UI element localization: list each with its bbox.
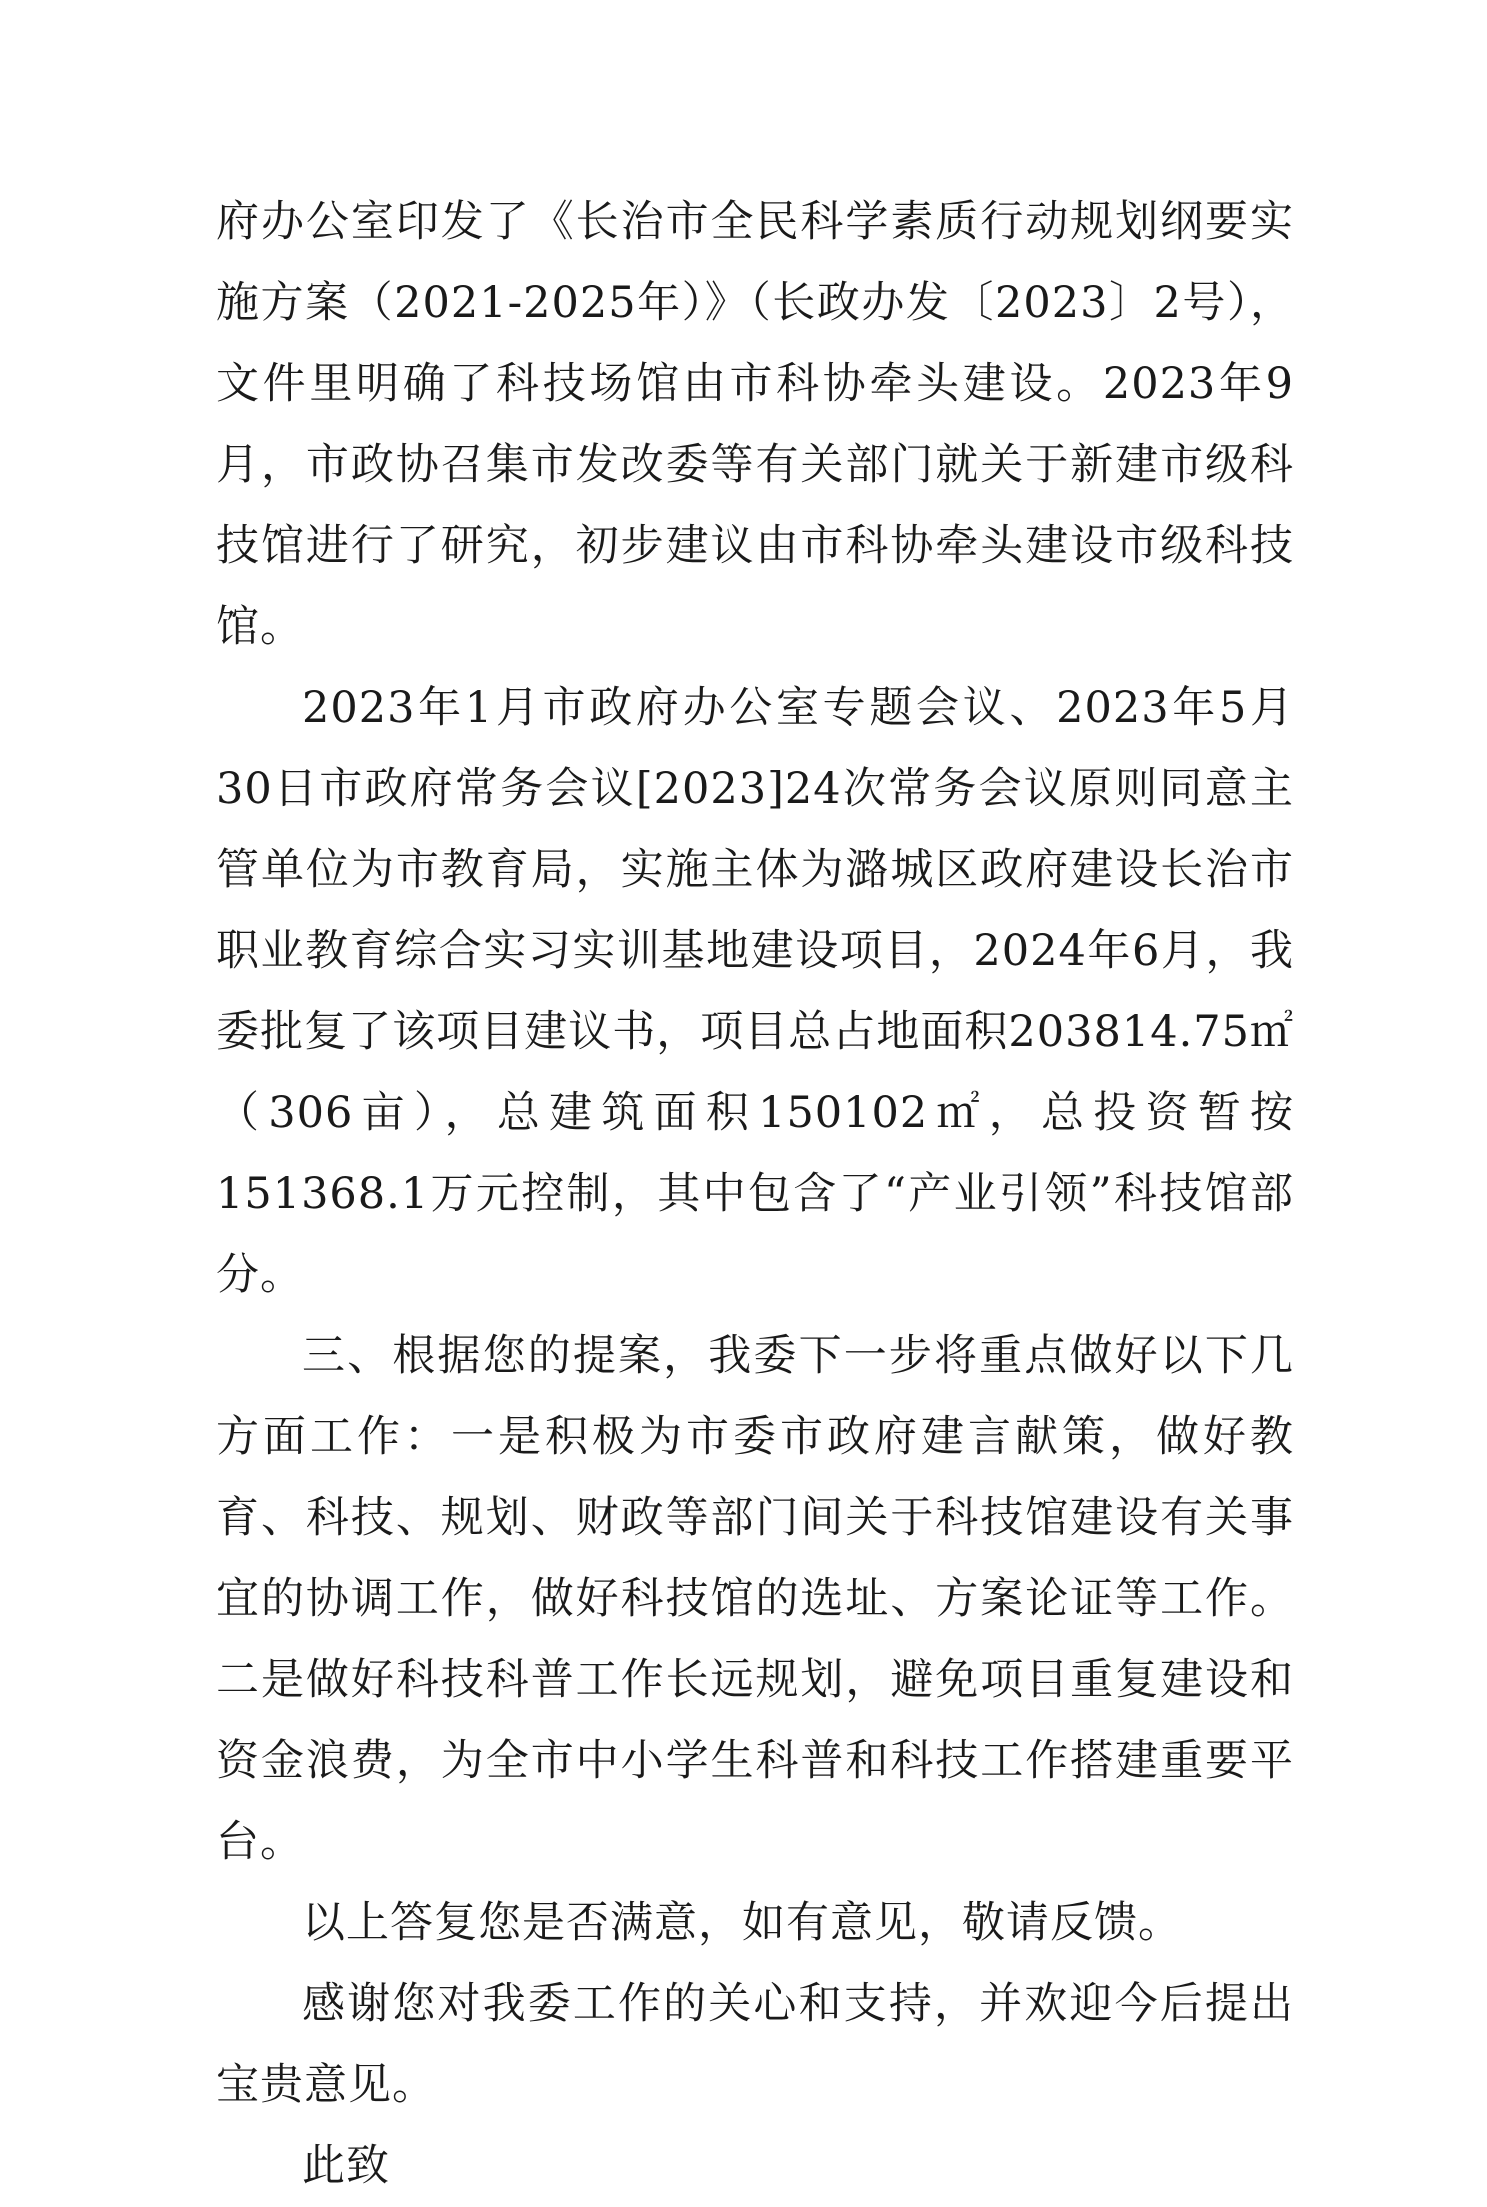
paragraph-1: 府办公室印发了《长治市全民科学素质行动规划纲要实施方案（2021-2025年）》（长政办发〔2023〕2号），文件里明确了科技场馆由市科协牵头建设。2023年9月，市政协召集市发改委等有关部门就关于新建市级科技馆进行了研究，初步建议由市科协牵头建设市级科技馆。 [216,197,1294,652]
paragraph-2: 2023年1月市政府办公室专题会议、2023年5月30日市政府常务会议[2023]24次常务会议原则同意主管单位为市教育局，实施主体为潞城区政府建设长治市职业教育综合实习实训基地建设项目，2024年6月，我委批复了该项目建议书，项目总占地面积203814.75㎡（306亩），总建筑面积150102㎡，总投资暂按151368.1万元控制，其中包含了“产业引领”科技馆部分。 [216,683,1294,1300]
closing-salutation: 此致 [302,2141,390,2191]
paragraph-5: 感谢您对我委工作的关心和支持，并欢迎今后提出宝贵意见。 [216,1979,1294,2110]
document-body [216,182,1294,2207]
paragraph-4: 以上答复您是否满意，如有意见，敬请反馈。 [302,1898,1182,1948]
paragraph-3: 三、根据您的提案，我委下一步将重点做好以下几方面工作：一是积极为市委市政府建言献策，做好教育、科技、规划、财政等部门间关于科技馆建设有关事宜的协调工作，做好科技馆的选址、方案论证等工作。二是做好科技科普工作长远规划，避免项目重复建设和资金浪费，为全市中小学生科普和科技工作搭建重要平台。 [216,1331,1294,1867]
